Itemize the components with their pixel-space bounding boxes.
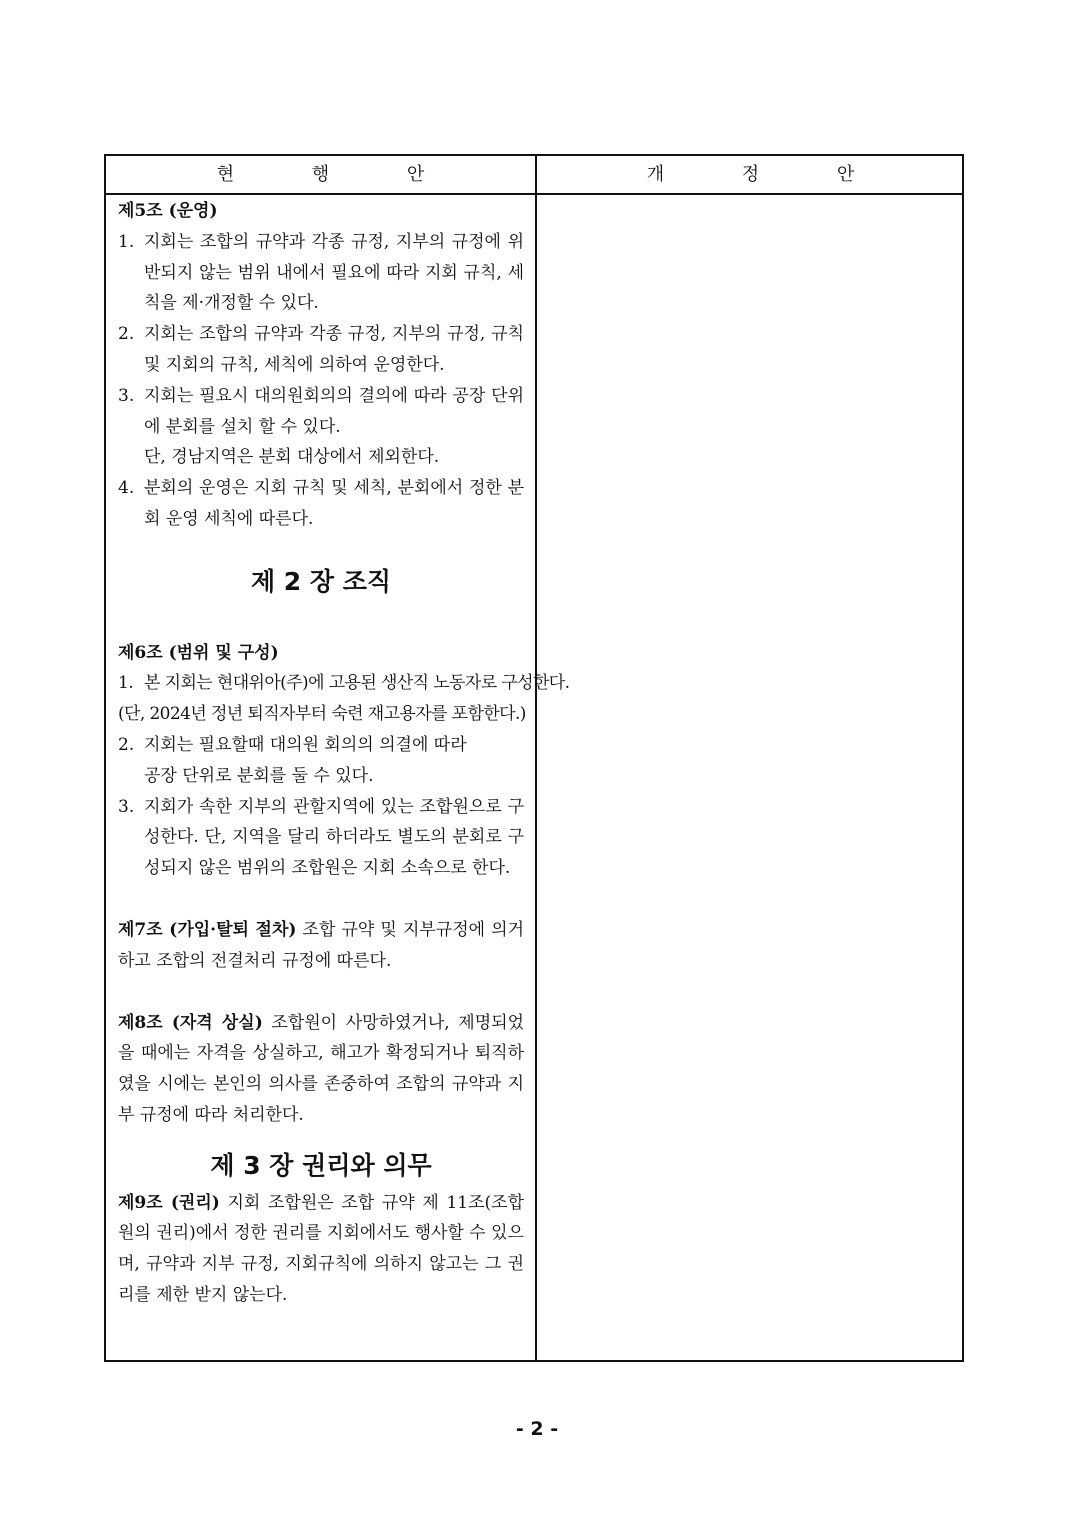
article-5-item-2: 2. 지회는 조합의 규약과 각종 규정, 지부의 규정, 규칙 및 지회의 규칙, 세칙에 의하여 운영한다.	[118, 324, 524, 375]
article-6-item-3: 3. 지회가 속한 지부의 관할지역에 있는 조합원으로 구성한다. 단, 지역을 달리 하더라도 별도의 분회로 구성되지 않은 범위의 조합원은 지회 소속으로 한다.	[118, 796, 524, 879]
article-5-item-3: 3. 지회는 필요시 대의원회의의 결의에 따라 공장 단위에 분회를 설치 할 수 있다.	[118, 385, 524, 437]
article-7-title: 제7조 (가입·탈퇴 절차)	[118, 919, 297, 940]
article-9-title: 제9조 (권리)	[118, 1192, 220, 1213]
article-6-title: 제6조 (범위 및 구성)	[118, 642, 279, 663]
article-6-item-1-note: (단, 2024년 정년 퇴직자부터 숙련 재고용자를 포함한다.)	[118, 704, 526, 725]
chapter-2-heading: 제 2 장 조직	[250, 566, 392, 596]
chapter-3-heading: 제 3 장 권리와 의무	[210, 1150, 432, 1180]
article-7	[118, 915, 524, 977]
comparison-table	[104, 154, 964, 1362]
page-number: - 2 -	[515, 1418, 559, 1440]
article-6-item-2: 2. 지회는 필요할때 대의원 회의의 의결에 따라	[118, 734, 467, 755]
article-8-text: 조합원이 사망하였거나, 제명되었을 때에는 자격을 상실하고, 해고가 확정되거나 퇴직하였을 시에는 본인의 의사를 존중하여 조합의 규약과 지부 규정에 따라 처리한다.	[118, 1012, 524, 1125]
current-column	[118, 196, 570, 1311]
article-5-item-3-note: 단, 경남지역은 분회 대상에서 제외한다.	[144, 447, 440, 468]
article-5-item-4: 4. 분회의 운영은 지회 규칙 및 세칙, 분회에서 정한 분회 운영 세칙에 따른다.	[118, 478, 524, 529]
article-5-title: 제5조 (운영)	[118, 201, 218, 221]
header-current: 현 행 안	[216, 164, 461, 185]
article-7-text: 조합 규약 및 지부규정에 의거하고 조합의 전결처리 규정에 따른다.	[118, 919, 524, 971]
article-6-item-2-cont: 공장 단위로 분회를 둘 수 있다.	[144, 765, 374, 786]
article-8	[118, 1008, 524, 1131]
header-revised: 개 정 안	[646, 164, 891, 185]
header-divider	[106, 193, 962, 195]
article-9-text: 지회 조합원은 조합 규약 제 11조(조합원의 권리)에서 정한 권리를 지회에서도 행사할 수 있으며, 규약과 지부 규정, 지회규칙에 의하지 않고는 그 권리를 제한 받지 않는다.	[118, 1192, 524, 1305]
article-8-title: 제8조 (자격 상실)	[118, 1012, 263, 1033]
article-6-item-1: 1. 본 지회는 현대위아(주)에 고용된 생산직 노동자로 구성한다.	[118, 673, 570, 694]
article-5-item-1: 1. 지회는 조합의 규약과 각종 규정, 지부의 규정에 위반되지 않는 범위 내에서 필요에 따라 지회 규칙, 세칙을 제·개정할 수 있다.	[118, 231, 524, 314]
column-divider	[535, 156, 537, 1360]
article-9	[118, 1188, 524, 1311]
